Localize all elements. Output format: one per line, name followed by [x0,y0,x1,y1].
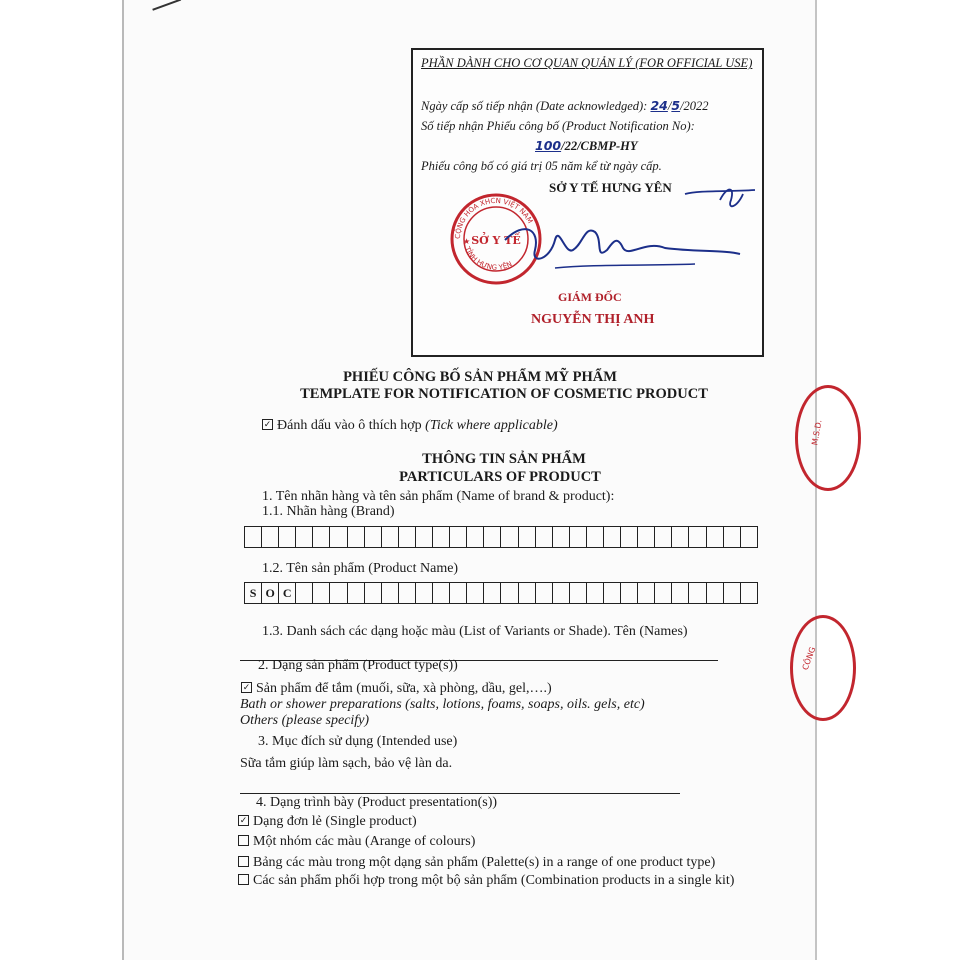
grid-cell[interactable] [707,526,724,548]
grid-cell[interactable] [348,582,365,604]
side-stamp-top-text: M.S.D. [810,419,824,446]
form-title-en: TEMPLATE FOR NOTIFICATION OF COSMETIC PRODUCT [300,386,708,402]
grid-cell[interactable] [689,582,706,604]
tick-note [262,418,558,434]
grid-cell[interactable] [313,526,330,548]
date-month: 5 [671,98,681,113]
grid-cell[interactable] [484,582,501,604]
grid-cell[interactable] [279,526,296,548]
grid-cell[interactable] [296,582,313,604]
grid-cell[interactable] [450,582,467,604]
grid-cell[interactable] [741,526,758,548]
grid-cell[interactable] [638,582,655,604]
grid-cell[interactable] [296,526,313,548]
grid-cell[interactable] [724,582,741,604]
grid-cell[interactable] [519,582,536,604]
grid-cell[interactable] [621,526,638,548]
grid-cell[interactable] [416,582,433,604]
presentation-option-label: Bảng các màu trong một dạng sản phẩm (Palette(s) in a range of one product type) [253,855,716,870]
presentation-option-label: Các sản phẩm phối hợp trong một bộ sản phẩm (Combination products in a single kit) [253,873,735,888]
grid-cell[interactable] [553,582,570,604]
grid-cell[interactable] [262,526,279,548]
notification-suffix: /22/CBMP-HY [561,139,638,153]
brand-grid[interactable] [244,526,758,548]
grid-cell[interactable] [604,582,621,604]
notification-no-label: Số tiếp nhận Phiếu công bố (Product Notification No): [421,119,695,133]
grid-cell[interactable] [536,582,553,604]
grid-cell[interactable] [724,526,741,548]
side-stamp-bottom [790,615,856,721]
director-signature [495,180,755,300]
director-title: GIÁM ĐỐC [558,290,622,304]
grid-cell[interactable] [484,526,501,548]
q3-answer: Sữa tắm giúp làm sạch, bảo vệ làn da. [240,756,453,771]
grid-cell[interactable] [365,526,382,548]
grid-cell[interactable] [741,582,758,604]
date-day: 24 [650,98,668,113]
q2-label: 2. Dạng sản phẩm (Product type(s)) [258,658,458,673]
particulars-title-vn: THÔNG TIN SẢN PHẨM [422,451,586,467]
presentation-checkbox[interactable] [238,874,249,885]
grid-cell[interactable] [467,582,484,604]
grid-cell[interactable] [330,582,347,604]
grid-cell[interactable] [570,526,587,548]
particulars-title-en: PARTICULARS OF PRODUCT [399,469,601,485]
grid-cell[interactable] [245,526,262,548]
grid-cell[interactable] [553,526,570,548]
tick-note-en: (Tick where applicable) [425,418,558,433]
grid-cell[interactable] [365,582,382,604]
grid-cell[interactable] [587,582,604,604]
grid-cell[interactable] [433,582,450,604]
grid-cell[interactable] [330,526,347,548]
grid-cell[interactable] [638,526,655,548]
grid-cell[interactable] [433,526,450,548]
date-year: /2022 [680,99,709,113]
q2-option-label: Sản phẩm để tắm (muối, sữa, xà phòng, dầu, gel,….) [256,681,552,696]
grid-cell[interactable] [621,582,638,604]
grid-cell[interactable] [313,582,330,604]
validity-note: Phiếu công bố có giá trị 05 năm kể từ ngày cấp. [421,159,662,173]
grid-cell[interactable]: O [262,582,279,604]
grid-cell[interactable] [416,526,433,548]
side-stamp-bottom-text: CÔNG [800,645,818,672]
grid-cell[interactable] [655,526,672,548]
q4-label: 4. Dạng trình bày (Product presentation(s)) [256,795,498,810]
grid-cell[interactable] [689,526,706,548]
grid-cell[interactable] [382,526,399,548]
presentation-option-label: Dạng đơn lẻ (Single product) [253,814,417,829]
grid-cell[interactable]: S [245,582,262,604]
grid-cell[interactable] [348,526,365,548]
presentation-option [238,855,715,871]
grid-cell[interactable] [672,526,689,548]
tick-note-checkbox: ✓ [263,419,272,430]
presentation-checkbox[interactable]: ✓ [239,815,248,826]
grid-cell[interactable] [587,526,604,548]
presentation-option [238,873,734,889]
grid-cell[interactable] [672,582,689,604]
grid-cell[interactable] [382,582,399,604]
grid-cell[interactable] [570,582,587,604]
seal-bottom-text: TỈNH HƯNG YÊN [463,245,514,272]
seal-star: ★ [463,237,471,246]
tick-note-vn: Đánh dấu vào ô thích hợp [277,418,422,433]
q2-option [241,681,552,697]
q1-3-label: 1.3. Danh sách các dạng hoặc màu (List of Variants or Shade). Tên (Names) [262,624,688,639]
q2-option-en: Bath or shower preparations (salts, lotions, foams, soaps, oils. gels, etc) [240,697,645,712]
grid-cell[interactable] [536,526,553,548]
date-acknowledged: Ngày cấp số tiếp nhận (Date acknowledged): 24/5/2022 [421,98,709,113]
grid-cell[interactable] [450,526,467,548]
q1-2-label: 1.2. Tên sản phẩm (Product Name) [262,561,459,576]
q1-1-label: 1.1. Nhãn hàng (Brand) [262,504,395,519]
notification-number: 100 [535,138,562,153]
bath-checkbox[interactable]: ✓ [242,682,251,693]
grid-cell[interactable] [655,582,672,604]
intended-use-line [240,793,680,794]
director-name: NGUYỄN THỊ ANH [531,312,655,327]
grid-cell[interactable] [707,582,724,604]
grid-cell[interactable] [501,582,518,604]
product-name-grid[interactable] [244,582,758,604]
grid-cell[interactable] [399,526,416,548]
presentation-option [238,834,475,850]
seal-center-text: SỞ Y TẾ [471,234,521,247]
q2-others: Others (please specify) [240,713,370,728]
presentation-option [238,814,417,830]
official-header: PHẦN DÀNH CHO CƠ QUAN QUẢN LÝ (FOR OFFICIAL USE) [421,56,753,70]
agency-name: SỞ Y TẾ HƯNG YÊN [549,180,672,195]
grid-cell[interactable] [604,526,621,548]
presentation-option-label: Một nhóm các màu (Arange of colours) [253,834,476,849]
date-label: Ngày cấp số tiếp nhận (Date acknowledged): [421,99,648,113]
presentation-checkbox[interactable] [238,856,249,867]
grid-cell[interactable] [519,526,536,548]
q3-label: 3. Mục đích sử dụng (Intended use) [258,734,458,749]
grid-cell[interactable] [467,526,484,548]
grid-cell[interactable]: C [279,582,296,604]
grid-cell[interactable] [501,526,518,548]
notification-no [535,138,638,154]
form-title-vn: PHIẾU CÔNG BỐ SẢN PHẨM MỸ PHẨM [343,369,617,385]
seal-top-text: CỘNG HÒA XHCN VIỆT NAM [453,196,535,240]
official-use-box [411,48,764,357]
q1-label: 1. Tên nhãn hàng và tên sản phẩm (Name of brand & product): [262,489,615,504]
grid-cell[interactable] [399,582,416,604]
presentation-checkbox[interactable] [238,835,249,846]
